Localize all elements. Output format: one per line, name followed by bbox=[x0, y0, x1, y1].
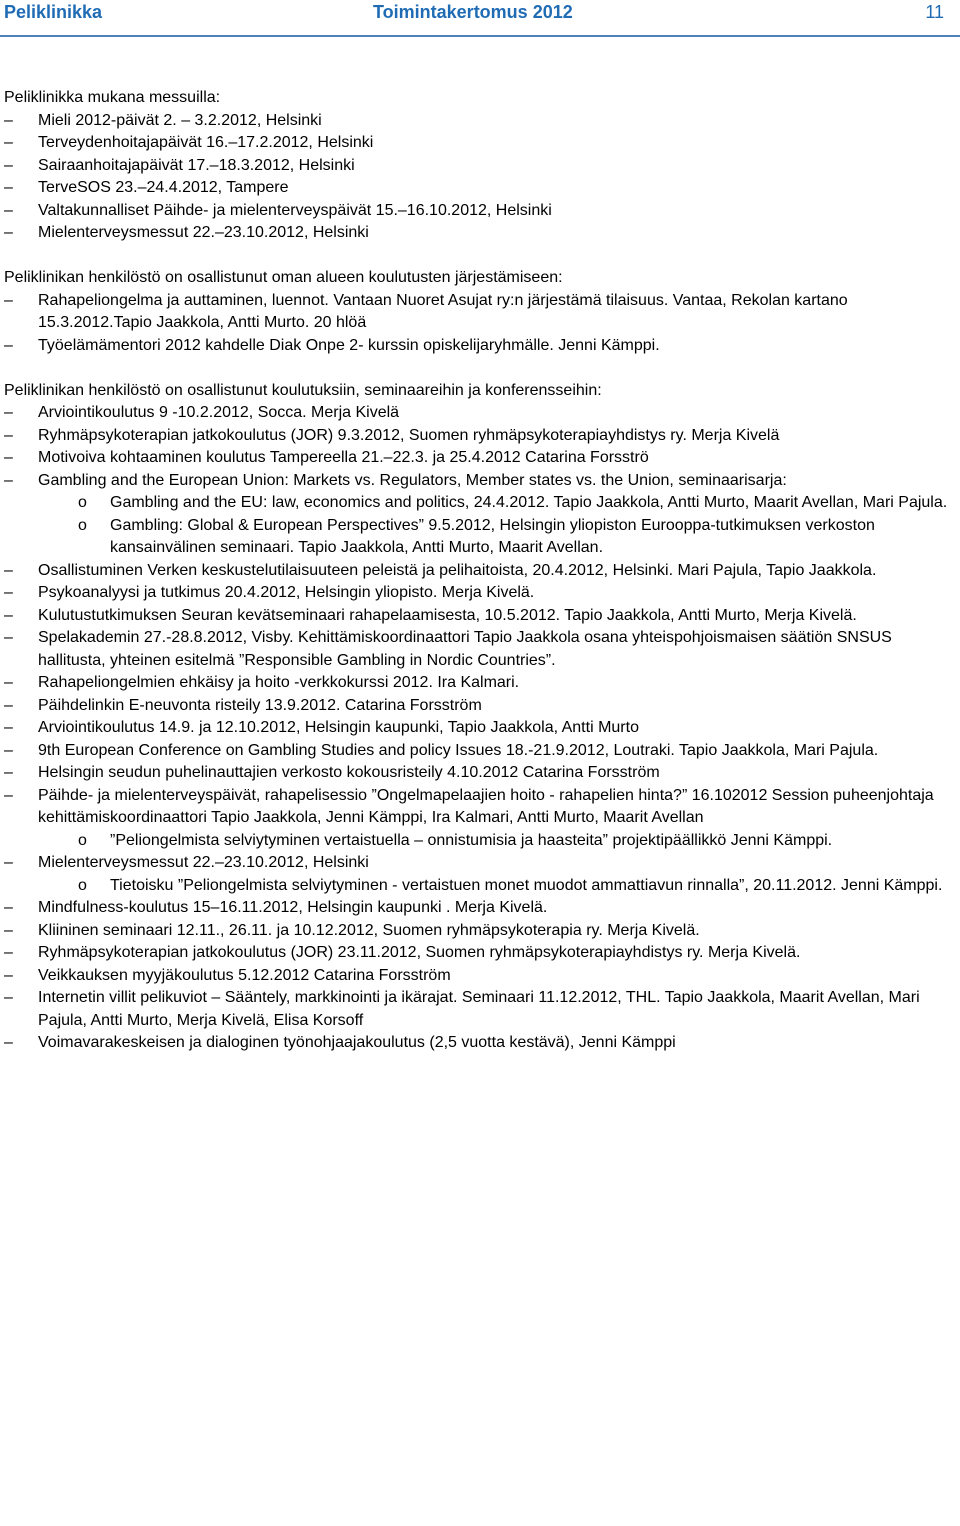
circle-bullet-marker: o bbox=[78, 494, 87, 511]
list-item bbox=[4, 425, 950, 448]
section3-list bbox=[4, 402, 950, 1055]
page-header bbox=[0, 0, 960, 30]
dash-marker: – bbox=[4, 561, 13, 579]
dash-marker: – bbox=[4, 134, 13, 151]
sub-list-item bbox=[4, 875, 950, 898]
dash-marker: – bbox=[4, 989, 13, 1006]
list-item-text: Rahapeliongelmien ehkäisy ja hoito -verkkokurssi 2012. Ira Kalmari. bbox=[38, 674, 520, 691]
list-item-text: Ryhmäpsykoterapian jatkokoulutus (JOR) 9.3.2012, Suomen ryhmäpsykoterapiayhdistys ry. Merja Kivelä bbox=[38, 426, 780, 444]
list-item-text: Mieli 2012-päivät 2. – 3.2.2012, Helsinki bbox=[38, 111, 322, 129]
list-item bbox=[4, 717, 950, 740]
dash-marker: – bbox=[4, 336, 13, 354]
list-item bbox=[4, 582, 950, 605]
dash-marker: – bbox=[4, 1034, 13, 1051]
list-item bbox=[4, 987, 950, 1032]
list-item-text: 9th European Conference on Gambling Studies and policy Issues 18.-21.9.2012, Loutraki. Tapio Jaakkola, Mari Pajula. bbox=[38, 741, 879, 759]
dash-marker: – bbox=[4, 854, 13, 871]
list-item-text: Mindfulness-koulutus 15–16.11.2012, Helsingin kaupunki . Merja Kivelä. bbox=[38, 899, 548, 916]
list-item-text: Valtakunnalliset Päihde- ja mielenterveyspäivät 15.–16.10.2012, Helsinki bbox=[38, 201, 552, 219]
list-item-text: Voimavarakeskeisen ja dialoginen työnohjaajakoulutus (2,5 vuotta kestävä), Jenni Kämppi bbox=[38, 1034, 676, 1051]
sub-list-item-text: Gambling: Global & European Perspectives” 9.5.2012, Helsingin yliopiston Eurooppa-tutkimuksen verkoston kansainvälinen seminaari. Tapio Jaakkola, Antti Murto, Maarit Avellan. bbox=[110, 516, 875, 556]
paragraph-gap bbox=[4, 245, 950, 268]
paragraph-gap bbox=[4, 357, 950, 380]
list-item bbox=[4, 402, 950, 425]
list-item bbox=[4, 920, 950, 943]
list-item bbox=[4, 1032, 950, 1055]
list-item-text: Veikkauksen myyjäkoulutus 5.12.2012 Catarina Forsström bbox=[38, 966, 451, 984]
dash-marker: – bbox=[4, 966, 13, 984]
section2-heading: Peliklinikan henkilöstö on osallistunut oman alueen koulutusten järjestämiseen: bbox=[4, 269, 563, 286]
list-item bbox=[4, 447, 950, 470]
list-item-text: Spelakademin 27.-28.8.2012, Visby. Kehittämiskoordinaattori Tapio Jaakkola osana yhteispohjoismaisen säätiön SNSUS hallitusta, yhteinen esitelmä ”Responsible Gambling in Nordic Countries”. bbox=[38, 629, 892, 669]
list-item bbox=[4, 942, 950, 965]
dash-marker: – bbox=[4, 719, 13, 736]
list-item bbox=[4, 200, 950, 223]
list-item bbox=[4, 335, 950, 358]
list-item-text: Kulutustutkimuksen Seuran kevätseminaari rahapelaamisesta, 10.5.2012. Tapio Jaakkola, Antti Murto, Merja Kivelä. bbox=[38, 606, 857, 624]
list-item-text: Arviointikoulutus 9 -10.2.2012, Socca. Merja Kivelä bbox=[38, 404, 400, 421]
list-item bbox=[4, 965, 950, 988]
dash-marker: – bbox=[4, 426, 13, 444]
sub-list-item bbox=[4, 492, 950, 515]
header-org-name: Peliklinikka bbox=[4, 2, 103, 22]
header-document-title: Toimintakertomus 2012 bbox=[373, 2, 573, 22]
list-item-text: Helsingin seudun puhelinauttajien verkosto kokousristeily 4.10.2012 Catarina Forsström bbox=[38, 764, 660, 781]
list-item-text: TerveSOS 23.–24.4.2012, Tampere bbox=[38, 179, 289, 196]
list-item bbox=[4, 290, 950, 335]
dash-marker: – bbox=[4, 404, 13, 421]
list-item-text: Kliininen seminaari 12.11., 26.11. ja 10.12.2012, Suomen ryhmäpsykoterapia ry. Merja Kivelä. bbox=[38, 921, 700, 939]
dash-marker: – bbox=[4, 584, 13, 601]
dash-marker: – bbox=[4, 764, 13, 781]
sub-list-item bbox=[4, 515, 950, 560]
sub-list-item-text: Gambling and the EU: law, economics and politics, 24.4.2012. Tapio Jaakkola, Antti Murto, Maarit Avellan, Mari Pajula. bbox=[110, 494, 948, 511]
circle-bullet-marker: o bbox=[78, 831, 87, 849]
dash-marker: – bbox=[4, 921, 13, 939]
document-body bbox=[4, 87, 950, 1055]
list-item-text: Mielenterveysmessut 22.–23.10.2012, Helsinki bbox=[38, 854, 369, 871]
sub-list-item bbox=[4, 830, 950, 853]
list-item bbox=[4, 132, 950, 155]
dash-marker: – bbox=[4, 449, 13, 466]
dash-marker: – bbox=[4, 471, 13, 489]
section3-heading: Peliklinikan henkilöstö on osallistunut koulutuksiin, seminaareihin ja konferensseihin: bbox=[4, 381, 602, 399]
list-item-text: Ryhmäpsykoterapian jatkokoulutus (JOR) 23.11.2012, Suomen ryhmäpsykoterapiayhdistys ry. Merja Kivelä. bbox=[38, 944, 801, 961]
sub-list-item-text: Tietoisku ”Peliongelmista selviytyminen - vertaistuen monet muodot ammattiavun rinnalla”, 20.11.2012. Jenni Kämppi. bbox=[110, 876, 943, 894]
list-item bbox=[4, 740, 950, 763]
dash-marker: – bbox=[4, 606, 13, 624]
list-item bbox=[4, 785, 950, 830]
dash-marker: – bbox=[4, 899, 13, 916]
sub-list-item-text: ”Peliongelmista selviytyminen vertaistuella – onnistumisia ja haasteita” projektipäällikkö Jenni Kämppi. bbox=[110, 831, 833, 849]
list-item bbox=[4, 605, 950, 628]
list-item-text: Internetin villit pelikuviot – Sääntely, markkinointi ja ikärajat. Seminaari 11.12.2012, THL. Tapio Jaakkola, Maarit Avellan, Mari Pajula, Antti Murto, Merja Kivelä, Elisa Korsoff bbox=[38, 989, 920, 1029]
dash-marker: – bbox=[4, 786, 13, 804]
list-item-text: Rahapeliongelma ja auttaminen, luennot. Vantaan Nuoret Asujat ry:n järjestämä tilaisuus. Vantaa, Rekolan kartano 15.3.2012.Tapio Jaakkola, Antti Murto. 20 hlöä bbox=[38, 291, 848, 331]
dash-marker: – bbox=[4, 944, 13, 961]
dash-marker: – bbox=[4, 201, 13, 219]
list-item-text: Motivoiva kohtaaminen koulutus Tampereella 21.–22.3. ja 25.4.2012 Catarina Forsströ bbox=[38, 449, 649, 466]
list-item bbox=[4, 762, 950, 785]
dash-marker: – bbox=[4, 111, 13, 129]
dash-marker: – bbox=[4, 741, 13, 759]
list-item bbox=[4, 672, 950, 695]
list-item-text: Osallistuminen Verken keskustelutilaisuuteen peleistä ja pelihaitoista, 20.4.2012, Helsinki. Mari Pajula, Tapio Jaakkola. bbox=[38, 561, 877, 579]
list-item-text: Päihde- ja mielenterveyspäivät, rahapelisessio ”Ongelmapelaajien hoito - rahapelien hinta?” 16.102012 Session puheenjohtaja kehittämiskoordinaattori Tapio Jaakkola, Jenni Kämppi, Ira Kalmari, Antti Murto, Maarit Avellan bbox=[38, 786, 934, 826]
dash-marker: – bbox=[4, 291, 13, 309]
list-item bbox=[4, 560, 950, 583]
section1-list bbox=[4, 110, 950, 245]
dash-marker: – bbox=[4, 629, 13, 646]
list-item-text: Psykoanalyysi ja tutkimus 20.4.2012, Helsingin yliopisto. Merja Kivelä. bbox=[38, 584, 535, 601]
list-item-text: Gambling and the European Union: Markets vs. Regulators, Member states vs. the Union, seminaarisarja: bbox=[38, 471, 787, 489]
list-item bbox=[4, 177, 950, 200]
dash-marker: – bbox=[4, 696, 13, 714]
list-item bbox=[4, 627, 950, 672]
circle-bullet-marker: o bbox=[78, 516, 87, 534]
list-item bbox=[4, 695, 950, 718]
dash-marker: – bbox=[4, 156, 13, 174]
list-item-text: Arviointikoulutus 14.9. ja 12.10.2012, Helsingin kaupunki, Tapio Jaakkola, Antti Murto bbox=[38, 719, 639, 736]
list-item bbox=[4, 897, 950, 920]
list-item bbox=[4, 110, 950, 133]
section2-list bbox=[4, 290, 950, 358]
section1-heading: Peliklinikka mukana messuilla: bbox=[4, 89, 221, 106]
dash-marker: – bbox=[4, 674, 13, 691]
list-item-text: Päihdelinkin E-neuvonta risteily 13.9.2012. Catarina Forsström bbox=[38, 696, 482, 714]
list-item-text: Mielenterveysmessut 22.–23.10.2012, Helsinki bbox=[38, 224, 369, 241]
list-item bbox=[4, 852, 950, 875]
circle-bullet-marker: o bbox=[78, 876, 87, 894]
page-number: 11 bbox=[925, 2, 944, 22]
list-item-text: Terveydenhoitajapäivät 16.–17.2.2012, Helsinki bbox=[38, 134, 374, 151]
list-item bbox=[4, 470, 950, 493]
list-item bbox=[4, 222, 950, 245]
list-item-text: Työelämämentori 2012 kahdelle Diak Onpe 2- kurssin opiskelijaryhmälle. Jenni Kämppi. bbox=[38, 336, 660, 354]
dash-marker: – bbox=[4, 224, 13, 241]
header-rule bbox=[0, 35, 960, 37]
list-item bbox=[4, 155, 950, 178]
list-item-text: Sairaanhoitajapäivät 17.–18.3.2012, Helsinki bbox=[38, 156, 355, 174]
dash-marker: – bbox=[4, 179, 13, 196]
